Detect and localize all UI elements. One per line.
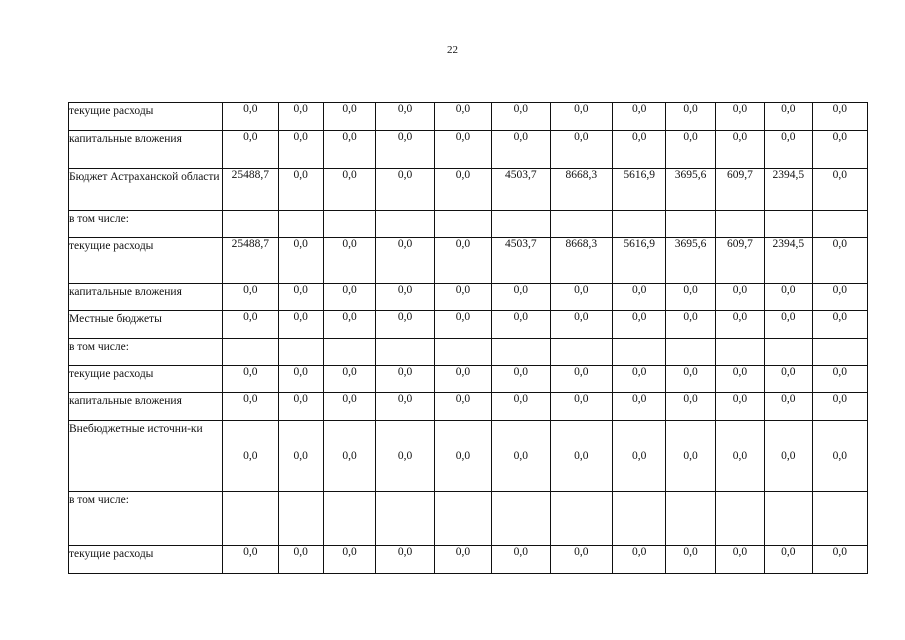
cell-value: 0,0 — [613, 366, 666, 393]
cell-value: 0,0 — [223, 131, 278, 169]
cell-value — [666, 211, 715, 238]
cell-value: 0,0 — [613, 546, 666, 574]
cell-value — [812, 211, 868, 238]
cell-value: 0,0 — [765, 311, 812, 339]
cell-value — [223, 492, 278, 546]
cell-value: 0,0 — [434, 366, 491, 393]
cell-value: 0,0 — [613, 103, 666, 131]
cell-value: 0,0 — [550, 284, 612, 311]
cell-value — [715, 339, 764, 366]
cell-value: 0,0 — [492, 131, 550, 169]
cell-value: 0,0 — [613, 393, 666, 421]
table-row — [69, 366, 868, 393]
cell-value: 0,0 — [613, 284, 666, 311]
cell-value: 0,0 — [434, 311, 491, 339]
cell-value: 0,0 — [715, 311, 764, 339]
cell-value — [376, 339, 434, 366]
cell-value: 0,0 — [550, 311, 612, 339]
cell-value: 5616,9 — [613, 238, 666, 284]
cell-value — [223, 211, 278, 238]
cell-value: 0,0 — [613, 311, 666, 339]
cell-value: 0,0 — [223, 366, 278, 393]
cell-value — [492, 492, 550, 546]
cell-value — [323, 211, 375, 238]
table-row — [69, 169, 868, 211]
cell-value: 0,0 — [376, 238, 434, 284]
cell-value: 0,0 — [278, 238, 323, 284]
table-row — [69, 421, 868, 492]
row-label: текущие расходы — [69, 366, 223, 393]
cell-value: 0,0 — [550, 546, 612, 574]
cell-value: 0,0 — [223, 393, 278, 421]
cell-value: 0,0 — [323, 393, 375, 421]
cell-value — [613, 492, 666, 546]
cell-value — [715, 492, 764, 546]
cell-value — [550, 492, 612, 546]
cell-value: 0,0 — [550, 366, 612, 393]
row-label: капитальные вложения — [69, 393, 223, 421]
cell-value: 0,0 — [492, 366, 550, 393]
cell-value: 0,0 — [492, 393, 550, 421]
cell-value: 0,0 — [323, 103, 375, 131]
cell-value: 0,0 — [223, 546, 278, 574]
cell-value: 0,0 — [666, 546, 715, 574]
cell-value: 0,0 — [278, 421, 323, 492]
cell-value: 0,0 — [812, 103, 868, 131]
cell-value: 0,0 — [278, 169, 323, 211]
cell-value: 0,0 — [278, 366, 323, 393]
cell-value: 0,0 — [550, 421, 612, 492]
cell-value: 0,0 — [323, 421, 375, 492]
cell-value: 0,0 — [376, 311, 434, 339]
cell-value: 0,0 — [223, 421, 278, 492]
cell-value: 609,7 — [715, 238, 764, 284]
cell-value: 0,0 — [278, 311, 323, 339]
page-number: 22 — [447, 44, 458, 56]
cell-value: 0,0 — [323, 311, 375, 339]
cell-value — [323, 339, 375, 366]
cell-value: 0,0 — [765, 284, 812, 311]
cell-value — [765, 211, 812, 238]
cell-value: 0,0 — [278, 103, 323, 131]
cell-value — [492, 339, 550, 366]
cell-value: 0,0 — [812, 546, 868, 574]
table-row — [69, 492, 868, 546]
cell-value: 0,0 — [812, 169, 868, 211]
cell-value: 0,0 — [666, 311, 715, 339]
cell-value: 4503,7 — [492, 169, 550, 211]
cell-value — [715, 211, 764, 238]
cell-value: 0,0 — [715, 131, 764, 169]
cell-value: 0,0 — [376, 131, 434, 169]
cell-value: 0,0 — [550, 131, 612, 169]
cell-value: 25488,7 — [223, 238, 278, 284]
cell-value: 0,0 — [376, 366, 434, 393]
cell-value: 0,0 — [765, 546, 812, 574]
cell-value: 0,0 — [666, 284, 715, 311]
cell-value: 0,0 — [492, 311, 550, 339]
cell-value: 5616,9 — [613, 169, 666, 211]
cell-value — [323, 492, 375, 546]
cell-value — [376, 492, 434, 546]
cell-value: 0,0 — [223, 284, 278, 311]
cell-value: 0,0 — [666, 393, 715, 421]
cell-value: 0,0 — [613, 421, 666, 492]
cell-value: 0,0 — [434, 421, 491, 492]
cell-value: 0,0 — [223, 311, 278, 339]
cell-value: 0,0 — [434, 546, 491, 574]
table-row — [69, 546, 868, 574]
cell-value: 0,0 — [666, 366, 715, 393]
cell-value: 0,0 — [376, 393, 434, 421]
table-row — [69, 311, 868, 339]
cell-value: 0,0 — [278, 546, 323, 574]
table-row — [69, 211, 868, 238]
cell-value — [278, 339, 323, 366]
cell-value: 609,7 — [715, 169, 764, 211]
cell-value — [613, 339, 666, 366]
cell-value — [812, 492, 868, 546]
row-label: капитальные вложения — [69, 284, 223, 311]
cell-value — [434, 492, 491, 546]
cell-value — [278, 211, 323, 238]
cell-value: 0,0 — [434, 393, 491, 421]
table-row — [69, 284, 868, 311]
cell-value — [223, 339, 278, 366]
row-label: в том числе: — [69, 339, 223, 366]
row-label: текущие расходы — [69, 546, 223, 574]
cell-value — [550, 211, 612, 238]
cell-value: 0,0 — [492, 284, 550, 311]
table-row — [69, 238, 868, 284]
cell-value: 0,0 — [666, 131, 715, 169]
row-label: в том числе: — [69, 211, 223, 238]
cell-value: 2394,5 — [765, 169, 812, 211]
cell-value: 0,0 — [278, 131, 323, 169]
cell-value: 0,0 — [765, 103, 812, 131]
cell-value: 0,0 — [715, 546, 764, 574]
cell-value — [278, 492, 323, 546]
cell-value: 0,0 — [550, 103, 612, 131]
cell-value: 0,0 — [323, 238, 375, 284]
cell-value: 0,0 — [434, 238, 491, 284]
cell-value: 25488,7 — [223, 169, 278, 211]
cell-value: 0,0 — [812, 311, 868, 339]
cell-value: 0,0 — [492, 103, 550, 131]
cell-value: 0,0 — [376, 169, 434, 211]
cell-value — [492, 211, 550, 238]
row-label: капитальные вложения — [69, 131, 223, 169]
cell-value: 0,0 — [812, 393, 868, 421]
cell-value — [376, 211, 434, 238]
cell-value — [765, 339, 812, 366]
cell-value: 0,0 — [323, 284, 375, 311]
cell-value: 0,0 — [666, 421, 715, 492]
cell-value: 0,0 — [492, 546, 550, 574]
cell-value: 0,0 — [550, 393, 612, 421]
cell-value: 0,0 — [666, 103, 715, 131]
table-row — [69, 339, 868, 366]
row-label: в том числе: — [69, 492, 223, 546]
table-row — [69, 103, 868, 131]
cell-value: 2394,5 — [765, 238, 812, 284]
cell-value: 3695,6 — [666, 238, 715, 284]
cell-value: 0,0 — [376, 546, 434, 574]
cell-value: 0,0 — [434, 103, 491, 131]
cell-value: 0,0 — [323, 366, 375, 393]
cell-value: 0,0 — [715, 366, 764, 393]
cell-value: 0,0 — [812, 238, 868, 284]
cell-value: 0,0 — [812, 421, 868, 492]
cell-value — [765, 492, 812, 546]
row-label: текущие расходы — [69, 103, 223, 131]
cell-value: 0,0 — [715, 421, 764, 492]
cell-value — [613, 211, 666, 238]
cell-value: 0,0 — [434, 131, 491, 169]
cell-value: 0,0 — [278, 393, 323, 421]
cell-value: 0,0 — [434, 284, 491, 311]
cell-value: 0,0 — [278, 284, 323, 311]
cell-value: 0,0 — [765, 366, 812, 393]
cell-value: 0,0 — [323, 546, 375, 574]
row-label: Внебюджетные источни-ки — [69, 421, 223, 492]
cell-value: 0,0 — [812, 131, 868, 169]
budget-table — [68, 102, 868, 574]
table-row — [69, 393, 868, 421]
cell-value — [550, 339, 612, 366]
table-row — [69, 131, 868, 169]
cell-value: 0,0 — [223, 103, 278, 131]
cell-value — [666, 492, 715, 546]
cell-value: 8668,3 — [550, 169, 612, 211]
cell-value: 0,0 — [323, 169, 375, 211]
cell-value: 4503,7 — [492, 238, 550, 284]
cell-value — [666, 339, 715, 366]
cell-value: 0,0 — [812, 284, 868, 311]
cell-value: 0,0 — [613, 131, 666, 169]
cell-value — [812, 339, 868, 366]
row-label: Местные бюджеты — [69, 311, 223, 339]
cell-value: 0,0 — [376, 421, 434, 492]
cell-value: 0,0 — [715, 393, 764, 421]
cell-value: 3695,6 — [666, 169, 715, 211]
cell-value: 0,0 — [323, 131, 375, 169]
cell-value: 0,0 — [765, 393, 812, 421]
cell-value: 8668,3 — [550, 238, 612, 284]
cell-value: 0,0 — [765, 131, 812, 169]
cell-value: 0,0 — [715, 103, 764, 131]
cell-value: 0,0 — [812, 366, 868, 393]
row-label: текущие расходы — [69, 238, 223, 284]
cell-value: 0,0 — [715, 284, 764, 311]
cell-value: 0,0 — [376, 284, 434, 311]
cell-value: 0,0 — [376, 103, 434, 131]
cell-value: 0,0 — [492, 421, 550, 492]
cell-value — [434, 211, 491, 238]
cell-value: 0,0 — [434, 169, 491, 211]
cell-value — [434, 339, 491, 366]
cell-value: 0,0 — [765, 421, 812, 492]
row-label: Бюджет Астраханской области — [69, 169, 223, 211]
